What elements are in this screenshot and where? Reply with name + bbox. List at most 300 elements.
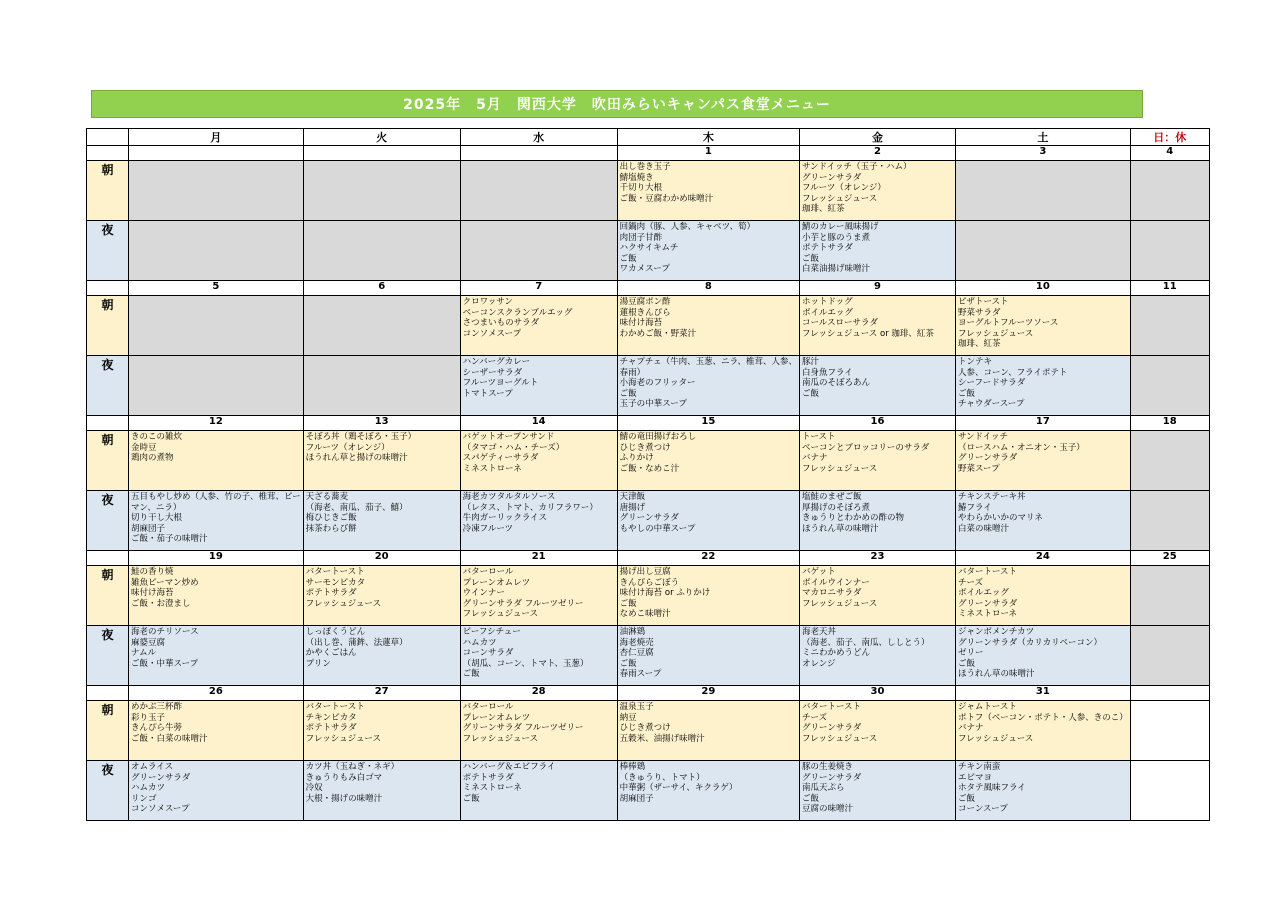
menu-item-list [620,356,797,410]
menu-item-list [620,491,797,534]
menu-item: 胡麻団子 [131,523,166,534]
dinner-menu-cell [460,356,617,416]
menu-item: 玉子の中華スープ [619,399,687,410]
menu-item: フルーツ（オレンジ） [801,183,886,194]
menu-item: 天津飯 [619,492,646,502]
menu-item: 牛肉ガーリックライス [462,513,547,524]
menu-item: 鯖塩焼き [619,172,654,183]
weekday-label: 火 [303,129,460,146]
menu-item: グリーンサラダ（カリカリベーコン） [957,637,1102,648]
menu-item-list [620,161,797,204]
date-cell: 28 [460,686,617,701]
dinner-row [87,761,1210,821]
menu-item: グリーンサラダ フルーツゼリー [462,723,584,734]
menu-item: 湯豆腐ポン酢 [619,297,671,307]
menu-item: ミネストローネ [957,609,1018,620]
menu-item: フレッシュジュース [801,193,878,204]
menu-item: ワカメスープ [619,264,670,275]
date-cell: 12 [129,416,304,431]
menu-item: ご飯 [801,793,819,804]
menu-item: ご飯 [462,793,480,804]
empty-cell [129,296,304,356]
menu-item-list [620,761,797,804]
breakfast-menu-cell [303,566,460,626]
menu-item: コールスローサラダ [801,318,878,329]
menu-item: 雑魚ピーマン炒め [131,577,199,588]
menu-item: 油淋鶏 [619,627,646,637]
dinner-menu-cell [129,761,304,821]
date-cell: 3 [955,146,1130,161]
dinner-menu-cell [460,626,617,686]
menu-item: ほうれん草の味噌汁 [957,669,1035,680]
menu-item-list [131,761,301,815]
date-cell [129,146,304,161]
date-cell: 29 [617,686,799,701]
dinner-label: 夜 [87,626,129,686]
menu-item: ミネストローネ [462,463,522,474]
menu-item: 五穀米、油揚げ味噌汁 [619,733,705,744]
menu-item-list [306,431,458,464]
breakfast-label: 朝 [87,161,129,221]
date-cell: 31 [955,686,1130,701]
date-row [87,281,1210,296]
menu-item-list [958,431,1128,474]
menu-item: （出し巻、蒲鉾、法蓮草） [305,637,408,648]
menu-item: 彩り玉子 [131,712,166,723]
menu-item-list [463,356,615,399]
menu-item: 鯖のカレー風味揚げ [801,222,879,232]
breakfast-menu-cell [460,296,617,356]
menu-item: ポテトサラダ [305,588,357,599]
menu-item: ポテトサラダ [305,723,357,734]
breakfast-menu-cell [955,296,1130,356]
menu-item: ご飯 [957,793,975,804]
menu-item: バタートースト [305,567,365,577]
dinner-menu-cell [955,491,1130,551]
menu-item: バタートースト [801,702,862,712]
date-row [87,551,1210,566]
menu-item: 鮭の香り焼 [131,567,174,577]
dinner-row [87,626,1210,686]
menu-item: グリーンサラダ [957,598,1018,609]
empty-cell [1130,221,1209,281]
menu-item: ボイルエッグ [957,588,1009,599]
menu-item: フレッシュジュース [801,733,878,744]
menu-item: ビーフシチュー [462,627,521,637]
menu-item: チキンステーキ丼 [957,492,1026,502]
menu-item: ボイルエッグ [801,307,853,318]
dinner-menu-cell [303,761,460,821]
menu-item: チーズ [957,577,984,588]
empty-cell [1130,761,1209,821]
date-row [87,416,1210,431]
dinner-menu-cell [460,761,617,821]
date-cell: 18 [1130,416,1209,431]
dinner-menu-cell [799,626,955,686]
menu-item: （タマゴ・ハム・チーズ） [462,442,565,453]
breakfast-menu-cell [129,566,304,626]
breakfast-menu-cell [460,701,617,761]
breakfast-menu-cell [617,296,799,356]
menu-item-list [131,701,301,744]
menu-item: チャウダースープ [957,399,1025,410]
date-cell: 20 [303,551,460,566]
menu-item: チャプチェ（牛肉、玉葱、ニラ、椎茸、人参、 [619,357,797,367]
menu-item: グリーンサラダ [801,172,862,183]
menu-item-list [958,701,1128,744]
menu-item: ご飯 [957,388,975,399]
breakfast-menu-cell [129,701,304,761]
menu-item: 麻婆豆腐 [131,637,166,648]
weekday-label: 土 [955,129,1130,146]
dinner-label: 夜 [87,491,129,551]
menu-item: ご飯・茄子の味噌汁 [131,534,208,545]
menu-item: ホタテ風味フライ [957,783,1026,794]
menu-item: プリン [305,658,331,669]
menu-item: きのこの雑炊 [131,432,183,442]
menu-item-list [131,566,301,609]
breakfast-label: 朝 [87,431,129,491]
menu-item: 珈琲、紅茶 [957,339,1001,350]
menu-item: シーザーサラダ [462,367,523,378]
menu-item: バゲット [801,567,836,577]
menu-item: 金時豆 [131,442,157,453]
date-cell: 26 [129,686,304,701]
empty-cell [1130,161,1209,221]
date-cell: 17 [955,416,1130,431]
menu-item: ミニわかめうどん [801,648,870,659]
menu-item-list [802,566,953,609]
date-row [87,686,1210,701]
empty-cell [1130,431,1209,491]
menu-item: 海老焼売 [619,637,654,648]
menu-item-list [306,626,458,669]
menu-item: フレッシュジュース [462,609,538,620]
menu-item: 抹茶わらび餅 [305,523,357,534]
menu-item: 回鍋肉（豚、人参、キャベツ、筍） [619,222,756,232]
menu-item: 春雨スープ [619,669,662,680]
menu-item: 白菜の味噌汁 [957,523,1009,534]
menu-item: きんぴら牛蒡 [131,723,183,734]
menu-item: ご飯 [957,658,975,669]
menu-item: バターロール [462,567,514,577]
empty-cell [955,161,1130,221]
menu-item: バナナ [801,453,828,464]
menu-item: ベーコンスクランブルエッグ [462,307,573,318]
menu-item-list [620,701,797,744]
menu-item-list [463,491,615,534]
menu-item: 揚げ出し豆腐 [619,567,671,577]
breakfast-menu-cell [129,431,304,491]
menu-item: ジャムトースト [957,702,1017,712]
menu-item: ハクサイキムチ [619,243,679,254]
menu-item: シーフードサラダ [957,378,1026,389]
menu-item: 肉団子甘酢 [619,232,663,243]
menu-item: フレッシュジュース [305,733,381,744]
breakfast-menu-cell [799,296,955,356]
empty-cell [1130,296,1209,356]
menu-item: ピザトースト [957,297,1009,307]
menu-item: 小海老のフリッター [619,378,696,389]
menu-item-list [802,296,953,339]
date-row-corner [87,551,129,566]
menu-item: （海老、南瓜、茄子、鱚） [305,502,408,513]
menu-item: ひじき煮つけ [619,442,671,453]
menu-item: カツ丼（玉ねぎ・ネギ） [305,762,400,772]
weekday-label: 日：休 [1130,129,1209,146]
date-cell: 15 [617,416,799,431]
menu-item-list [131,431,301,464]
menu-item-list [802,701,953,744]
menu-item: トマトスープ [462,388,513,399]
menu-item-list [463,296,615,339]
menu-item: グリーンサラダ フルーツゼリー [462,598,584,609]
menu-item: フルーツヨーグルト [462,378,539,389]
menu-item: ご飯・なめこ汁 [619,463,680,474]
menu-item-list [958,626,1128,680]
menu-item: かやくごはん [305,648,357,659]
date-cell: 1 [617,146,799,161]
menu-item: サーモンピカタ [305,577,366,588]
menu-item: （海老、茄子、南瓜、ししとう） [801,637,930,648]
menu-item: バタートースト [305,702,365,712]
menu-item: 鯖の竜田揚げおろし [619,432,697,442]
menu-item: ご飯 [619,598,637,609]
menu-item: 鶏肉の煮物 [131,453,174,464]
menu-item: フレッシュジュース [957,328,1034,339]
menu-item: 納豆 [619,712,637,723]
menu-item: 海老天丼 [801,627,836,637]
menu-item: ふりかけ [619,453,654,464]
menu-item: （きゅうり、トマト） [619,772,705,783]
menu-item: わかめご飯・野菜汁 [619,328,697,339]
menu-item: ほうれん草の味噌汁 [801,523,879,534]
menu-item: ほうれん草と揚げの味噌汁 [305,453,408,464]
menu-item: 南瓜天ぷら [801,783,845,794]
dinner-menu-cell [799,491,955,551]
menu-item: 小芋と豚のうま煮 [801,232,870,243]
menu-item: 温泉玉子 [619,702,654,712]
date-cell: 10 [955,281,1130,296]
menu-item: 五目もやし炒め（人参、竹の子、椎茸、ピー [131,492,301,502]
menu-item-list [463,761,615,804]
date-cell [1130,686,1209,701]
menu-item: ゼリー [957,648,984,659]
menu-item: マン、ニラ） [131,502,182,513]
menu-item: ご飯・中華スープ [131,658,199,669]
empty-cell [129,221,304,281]
menu-item: オレンジ [801,658,836,669]
menu-item-list [802,491,953,534]
menu-item: めかぶ三杯酢 [131,702,183,712]
menu-item: ハンバーグカレー [462,357,531,367]
menu-item: スパゲティーサラダ [462,453,539,464]
empty-cell [1130,566,1209,626]
breakfast-menu-cell [617,566,799,626]
menu-item: 中華粥（ザーサイ、キクラゲ） [619,783,738,794]
menu-item: 千切り大根 [619,183,663,194]
menu-item: ミネストローネ [462,783,522,794]
menu-item: バナナ [957,723,984,734]
dinner-menu-cell [617,761,799,821]
menu-item: ポトフ（ベーコン・ポテト・人参、きのこ） [957,712,1128,723]
menu-item: ウインナー [462,588,505,599]
menu-item: 冷奴 [305,783,323,794]
breakfast-menu-cell [460,431,617,491]
menu-item: 味付け海苔 [131,588,174,599]
empty-cell [129,161,304,221]
menu-item: 塩鮭のまぜご飯 [801,492,862,502]
dinner-menu-cell [129,626,304,686]
menu-item: 胡麻団子 [619,793,654,804]
menu-item-list [958,356,1128,410]
menu-item: ご飯 [619,253,637,264]
date-cell: 7 [460,281,617,296]
menu-item: グリーンサラダ [801,772,862,783]
menu-item-list [131,491,301,545]
menu-item-list [802,161,953,215]
empty-cell [1130,356,1209,416]
menu-item-list [958,566,1128,620]
menu-item: ボイルウインナー [801,577,870,588]
menu-item: フレッシュジュース [801,598,878,609]
menu-item: 白菜油揚げ味噌汁 [801,264,870,275]
dinner-label: 夜 [87,221,129,281]
menu-item: 豚の生姜焼き [801,762,853,772]
menu-item: グリーンサラダ [801,723,862,734]
weekday-header [87,129,1210,146]
menu-item: バタートースト [957,567,1018,577]
empty-cell [1130,626,1209,686]
breakfast-menu-cell [955,431,1130,491]
menu-item: ポテトサラダ [462,772,514,783]
date-cell: 14 [460,416,617,431]
menu-item: なめこ味噌汁 [619,609,671,620]
dinner-label: 夜 [87,356,129,416]
menu-item: ご飯・お澄まし [131,598,191,609]
menu-item: 出し巻き玉子 [619,162,671,172]
menu-item: トースト [801,432,836,442]
menu-item: 野菜スープ [957,463,1000,474]
menu-item: ご飯 [619,388,637,399]
breakfast-row [87,566,1210,626]
menu-item-list [802,356,953,399]
menu-item: 大根・揚げの味噌汁 [305,793,383,804]
menu-item: きんぴらごぼう [619,577,680,588]
dinner-menu-cell [799,356,955,416]
menu-item: プレーンオムレツ [462,712,531,723]
menu-item-list [463,626,615,680]
menu-item: 棒棒鶏 [619,762,646,772]
empty-cell [129,356,304,416]
menu-item: 鰆フライ [957,502,992,513]
menu-item: きゅうりとわかめの酢の物 [801,513,904,524]
menu-item: コーンスープ [957,804,1008,815]
menu-item-list [802,221,953,275]
date-cell: 13 [303,416,460,431]
dinner-menu-cell [617,221,799,281]
menu-item: フレッシュジュース [462,733,538,744]
date-cell: 8 [617,281,799,296]
page-title: 2025年 5月 関西大学 吹田みらいキャンパス食堂メニュー [91,90,1143,118]
menu-item: グリーンサラダ [619,513,679,524]
header-corner [87,129,129,146]
menu-item-list [802,761,953,815]
menu-item: 豆腐の味噌汁 [801,804,853,815]
breakfast-menu-cell [303,431,460,491]
menu-item: ホットドッグ [801,297,853,307]
menu-item: チキン南蛮 [957,762,1001,772]
breakfast-menu-cell [799,701,955,761]
empty-cell [955,221,1130,281]
menu-item: （ロースハム・オニオン・玉子） [957,442,1085,453]
menu-item: フルーツ（オレンジ） [305,442,390,453]
menu-item: 春雨） [619,367,646,378]
menu-item: クロワッサン [462,297,513,307]
breakfast-row [87,161,1210,221]
menu-item-list [802,431,953,474]
breakfast-menu-cell [799,431,955,491]
empty-cell [303,221,460,281]
menu-item: プレーンオムレツ [462,577,531,588]
date-row-corner [87,686,129,701]
date-cell: 5 [129,281,304,296]
date-cell: 9 [799,281,955,296]
menu-item: やわらかいかのマリネ [957,513,1043,524]
menu-item: 天ざる蕎麦 [305,492,349,502]
menu-item: コンソメスープ [131,804,190,815]
menu-item-list [306,491,458,534]
menu-item: コーンサラダ [462,648,514,659]
date-row-corner [87,146,129,161]
menu-item: 人参、コーン、フライポテト [957,367,1068,378]
menu-item: マカロニサラダ [801,588,862,599]
date-cell: 4 [1130,146,1209,161]
date-row [87,146,1210,161]
date-cell: 16 [799,416,955,431]
breakfast-label: 朝 [87,701,129,761]
menu-item: ナムル [131,648,157,659]
menu-item: ご飯・白菜の味噌汁 [131,733,208,744]
menu-item: オムライス [131,762,174,772]
breakfast-menu-cell [799,566,955,626]
menu-item: 豚汁 [801,357,819,367]
menu-item: ハンバーグ＆エビフライ [462,762,556,772]
menu-item-list [958,761,1128,815]
breakfast-menu-cell [617,161,799,221]
dinner-menu-cell [129,491,304,551]
dinner-menu-cell [460,491,617,551]
date-cell: 11 [1130,281,1209,296]
menu-item: さつまいものサラダ [462,318,540,329]
date-cell: 24 [955,551,1130,566]
weekday-label: 水 [460,129,617,146]
menu-item: バゲットオープンサンド [462,432,555,442]
date-cell [303,146,460,161]
dinner-menu-cell [799,761,955,821]
breakfast-label: 朝 [87,566,129,626]
date-row-corner [87,416,129,431]
weekday-label: 木 [617,129,799,146]
dinner-menu-cell [303,626,460,686]
menu-item-list [463,566,615,620]
menu-item: フレッシュジュース [305,598,381,609]
menu-item: （レタス、トマト、カリフラワー） [462,502,598,513]
menu-item: フレッシュジュース or 珈琲、紅茶 [801,328,934,339]
menu-item-list [620,626,797,680]
menu-item: そぼろ丼（鶏そぼろ・玉子） [305,432,417,442]
dinner-menu-cell [617,491,799,551]
